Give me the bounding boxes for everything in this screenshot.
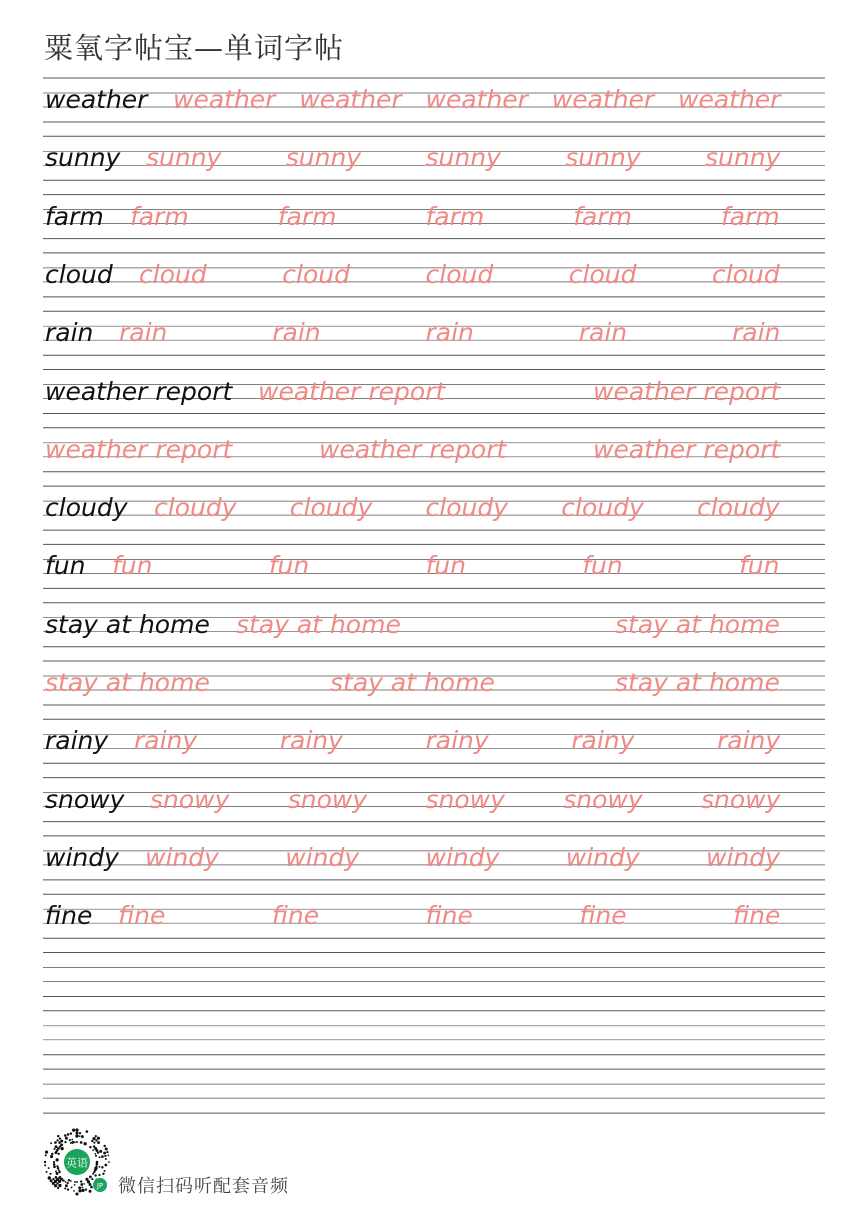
trace-word: fun <box>582 551 623 581</box>
trace-word: windy <box>706 842 780 872</box>
trace-word: farm <box>277 201 337 231</box>
trace-word: snowy <box>150 784 230 814</box>
trace-word: weather <box>173 85 276 114</box>
trace-word: weather report <box>258 376 446 406</box>
trace-word: windy <box>285 842 360 872</box>
trace-word: cloud <box>712 259 780 289</box>
trace-word: farm <box>425 201 485 231</box>
model-word: fun <box>45 551 86 581</box>
model-word: weather report <box>45 376 233 406</box>
trace-word: weather <box>678 85 781 114</box>
trace-word: rain <box>732 318 781 348</box>
trace-word: weather <box>299 85 402 114</box>
trace-word: windy <box>145 842 219 872</box>
trace-word: fun <box>268 551 310 581</box>
trace-word: fine <box>271 901 320 931</box>
model-word: snowy <box>45 784 125 814</box>
model-word: rainy <box>45 726 109 756</box>
qr-logo-text: 英语 <box>66 1156 88 1170</box>
trace-word: fun <box>112 551 153 581</box>
trace-word: fine <box>118 901 166 931</box>
qr-corner-badge: JP <box>96 1182 104 1190</box>
model-word: cloud <box>45 259 113 289</box>
model-word: sunny <box>45 143 121 173</box>
trace-word: stay at home <box>45 668 210 697</box>
trace-word: snowy <box>287 784 368 814</box>
trace-word: rain <box>119 318 168 348</box>
trace-word: farm <box>130 201 189 231</box>
trace-word: rain <box>578 318 628 348</box>
trace-word: fine <box>425 901 473 931</box>
trace-word: weather report <box>593 376 781 406</box>
trace-word: rain <box>272 318 321 348</box>
trace-word: windy <box>565 842 640 872</box>
trace-word: rainy <box>134 726 198 756</box>
trace-word: fun <box>739 551 780 581</box>
trace-word: snowy <box>701 784 781 814</box>
footer-caption: 微信扫码听配套音频 <box>118 1176 289 1197</box>
trace-word: weather report <box>45 434 233 464</box>
model-word: stay at home <box>45 609 210 639</box>
model-word: weather <box>45 85 148 114</box>
trace-word: cloud <box>568 259 637 289</box>
qr-code[interactable] <box>42 1127 112 1197</box>
model-word: windy <box>45 842 119 872</box>
trace-word: farm <box>721 201 780 231</box>
trace-word: sunny <box>146 143 222 173</box>
model-word: farm <box>45 201 104 231</box>
trace-word: fun <box>425 551 466 581</box>
trace-word: rainy <box>717 726 781 756</box>
trace-word: cloud <box>425 259 494 289</box>
trace-word: weather <box>425 85 528 114</box>
trace-word: windy <box>425 842 500 872</box>
trace-word: cloudy <box>697 493 780 523</box>
trace-word: cloudy <box>154 493 237 523</box>
trace-word: sunny <box>705 143 781 173</box>
trace-word: weather <box>551 85 655 114</box>
trace-word: cloud <box>282 259 350 289</box>
trace-word: rainy <box>279 726 343 756</box>
trace-word: farm <box>573 201 633 231</box>
trace-word: stay at home <box>615 609 780 639</box>
trace-word: cloud <box>139 259 207 289</box>
trace-word: sunny <box>425 143 501 173</box>
trace-word: stay at home <box>615 668 780 697</box>
trace-word: cloudy <box>425 493 508 523</box>
trace-word: weather report <box>319 434 507 464</box>
trace-word: cloudy <box>561 493 644 523</box>
model-word: fine <box>45 901 93 931</box>
model-word: cloudy <box>45 493 128 523</box>
model-word: rain <box>45 318 94 348</box>
trace-word: stay at home <box>330 668 495 697</box>
trace-word: rain <box>425 318 474 348</box>
trace-word: snowy <box>563 784 643 814</box>
trace-word: rainy <box>425 726 489 756</box>
trace-word: sunny <box>565 143 641 173</box>
trace-word: fine <box>579 901 627 931</box>
trace-word: cloudy <box>289 493 373 523</box>
trace-word: rainy <box>571 726 635 756</box>
trace-word: weather report <box>593 434 781 464</box>
trace-word: stay at home <box>236 609 401 639</box>
page-title: 粟氧字帖宝—单词字帖 <box>44 31 345 65</box>
trace-word: sunny <box>285 143 362 173</box>
trace-word: snowy <box>425 784 505 814</box>
trace-word: fine <box>733 901 781 931</box>
